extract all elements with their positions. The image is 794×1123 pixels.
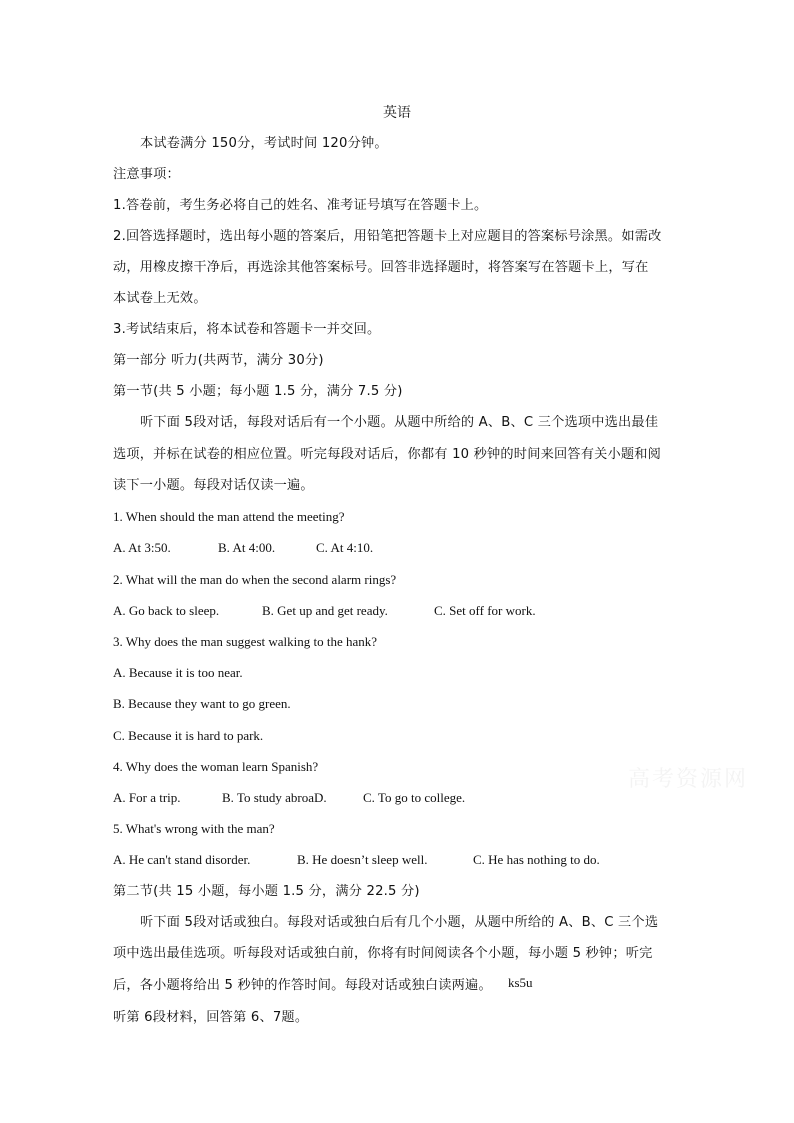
option-a: A. For a trip.	[113, 790, 181, 805]
option-b: B. He doesn’t sleep well.	[297, 852, 428, 867]
section2-instruction: 项中选出最佳选项。听每段对话或独白前，你将有时间阅读各个小题，每小题 5 秒钟；听完	[113, 946, 653, 961]
page-title: 英语	[383, 105, 411, 121]
intro-text: 本试卷满分 150分，考试时间 120分钟。	[140, 136, 388, 151]
option-c: C. Set off for work.	[434, 603, 536, 618]
notice-heading: 注意事项：	[113, 167, 180, 182]
question-text: 2. What will the man do when the second alarm rings?	[113, 572, 397, 587]
section1-heading: 第一节(共 5 小题；每小题 1.5 分，满分 7.5 分)	[113, 384, 403, 399]
option-a: A. Because it is too near.	[113, 665, 243, 680]
option-c: C. At 4:10.	[316, 540, 374, 555]
option-c: C. Because it is hard to park.	[113, 728, 264, 743]
option-b: B. At 4:00.	[218, 540, 276, 555]
question-options	[113, 851, 600, 869]
section2-last-line: 听第 6段材料，回答第 6、7题。	[113, 1010, 309, 1025]
watermark: 高考资源网	[628, 767, 749, 792]
question-options	[113, 539, 373, 557]
ks5u-mark: ks5u	[508, 975, 533, 990]
notice-line: 动，用橡皮擦干净后，再选涂其他答案标号。回答非选择题时，将答案写在答题卡上，写在	[113, 260, 649, 275]
section2-instruction: 听下面 5段对话或独白。每段对话或独白后有几个小题，从题中所给的 A、B、C 三个选	[140, 915, 659, 930]
option-b: B. To study abroaD.	[222, 790, 327, 805]
section1-instruction: 选项，并标在试卷的相应位置。听完每段对话后，你都有 10 秒钟的时间来回答有关小题和阅	[113, 447, 662, 462]
notice-line: 1.答卷前，考生务必将自己的姓名、准考证号填写在答题卡上。	[113, 198, 488, 213]
option-a: A. Go back to sleep.	[113, 603, 220, 618]
question-options	[113, 602, 536, 620]
option-a: A. At 3:50.	[113, 540, 171, 555]
section2-heading: 第二节(共 15 小题，每小题 1.5 分，满分 22.5 分)	[113, 884, 420, 899]
option-a: A. He can't stand disorder.	[113, 852, 251, 867]
question-text: 5. What's wrong with the man?	[113, 821, 275, 836]
notice-line: 本试卷上无效。	[113, 291, 207, 306]
question-text: 3. Why does the man suggest walking to the hank?	[113, 634, 378, 649]
option-c: C. To go to college.	[363, 790, 466, 805]
part1-heading: 第一部分 听力(共两节，满分 30分)	[113, 353, 324, 368]
question-text: 1. When should the man attend the meeting?	[113, 509, 345, 524]
section2-instruction: 后，各小题将给出 5 秒钟的作答时间。每段对话或独白读两遍。	[113, 978, 492, 993]
section1-instruction: 读下一小题。每段对话仅读一遍。	[113, 478, 314, 493]
notice-line: 2.回答选择题时，选出每小题的答案后，用铅笔把答题卡上对应题目的答案标号涂黑。如需改	[113, 229, 662, 244]
option-c: C. He has nothing to do.	[473, 852, 600, 867]
option-b: B. Get up and get ready.	[262, 603, 388, 618]
option-b: B. Because they want to go green.	[113, 696, 291, 711]
question-text: 4. Why does the woman learn Spanish?	[113, 759, 319, 774]
notice-line: 3.考试结束后，将本试卷和答题卡一并交回。	[113, 322, 381, 337]
question-options	[113, 789, 465, 807]
section1-instruction: 听下面 5段对话，每段对话后有一个小题。从题中所给的 A、B、C 三个选项中选出最佳	[140, 415, 659, 430]
